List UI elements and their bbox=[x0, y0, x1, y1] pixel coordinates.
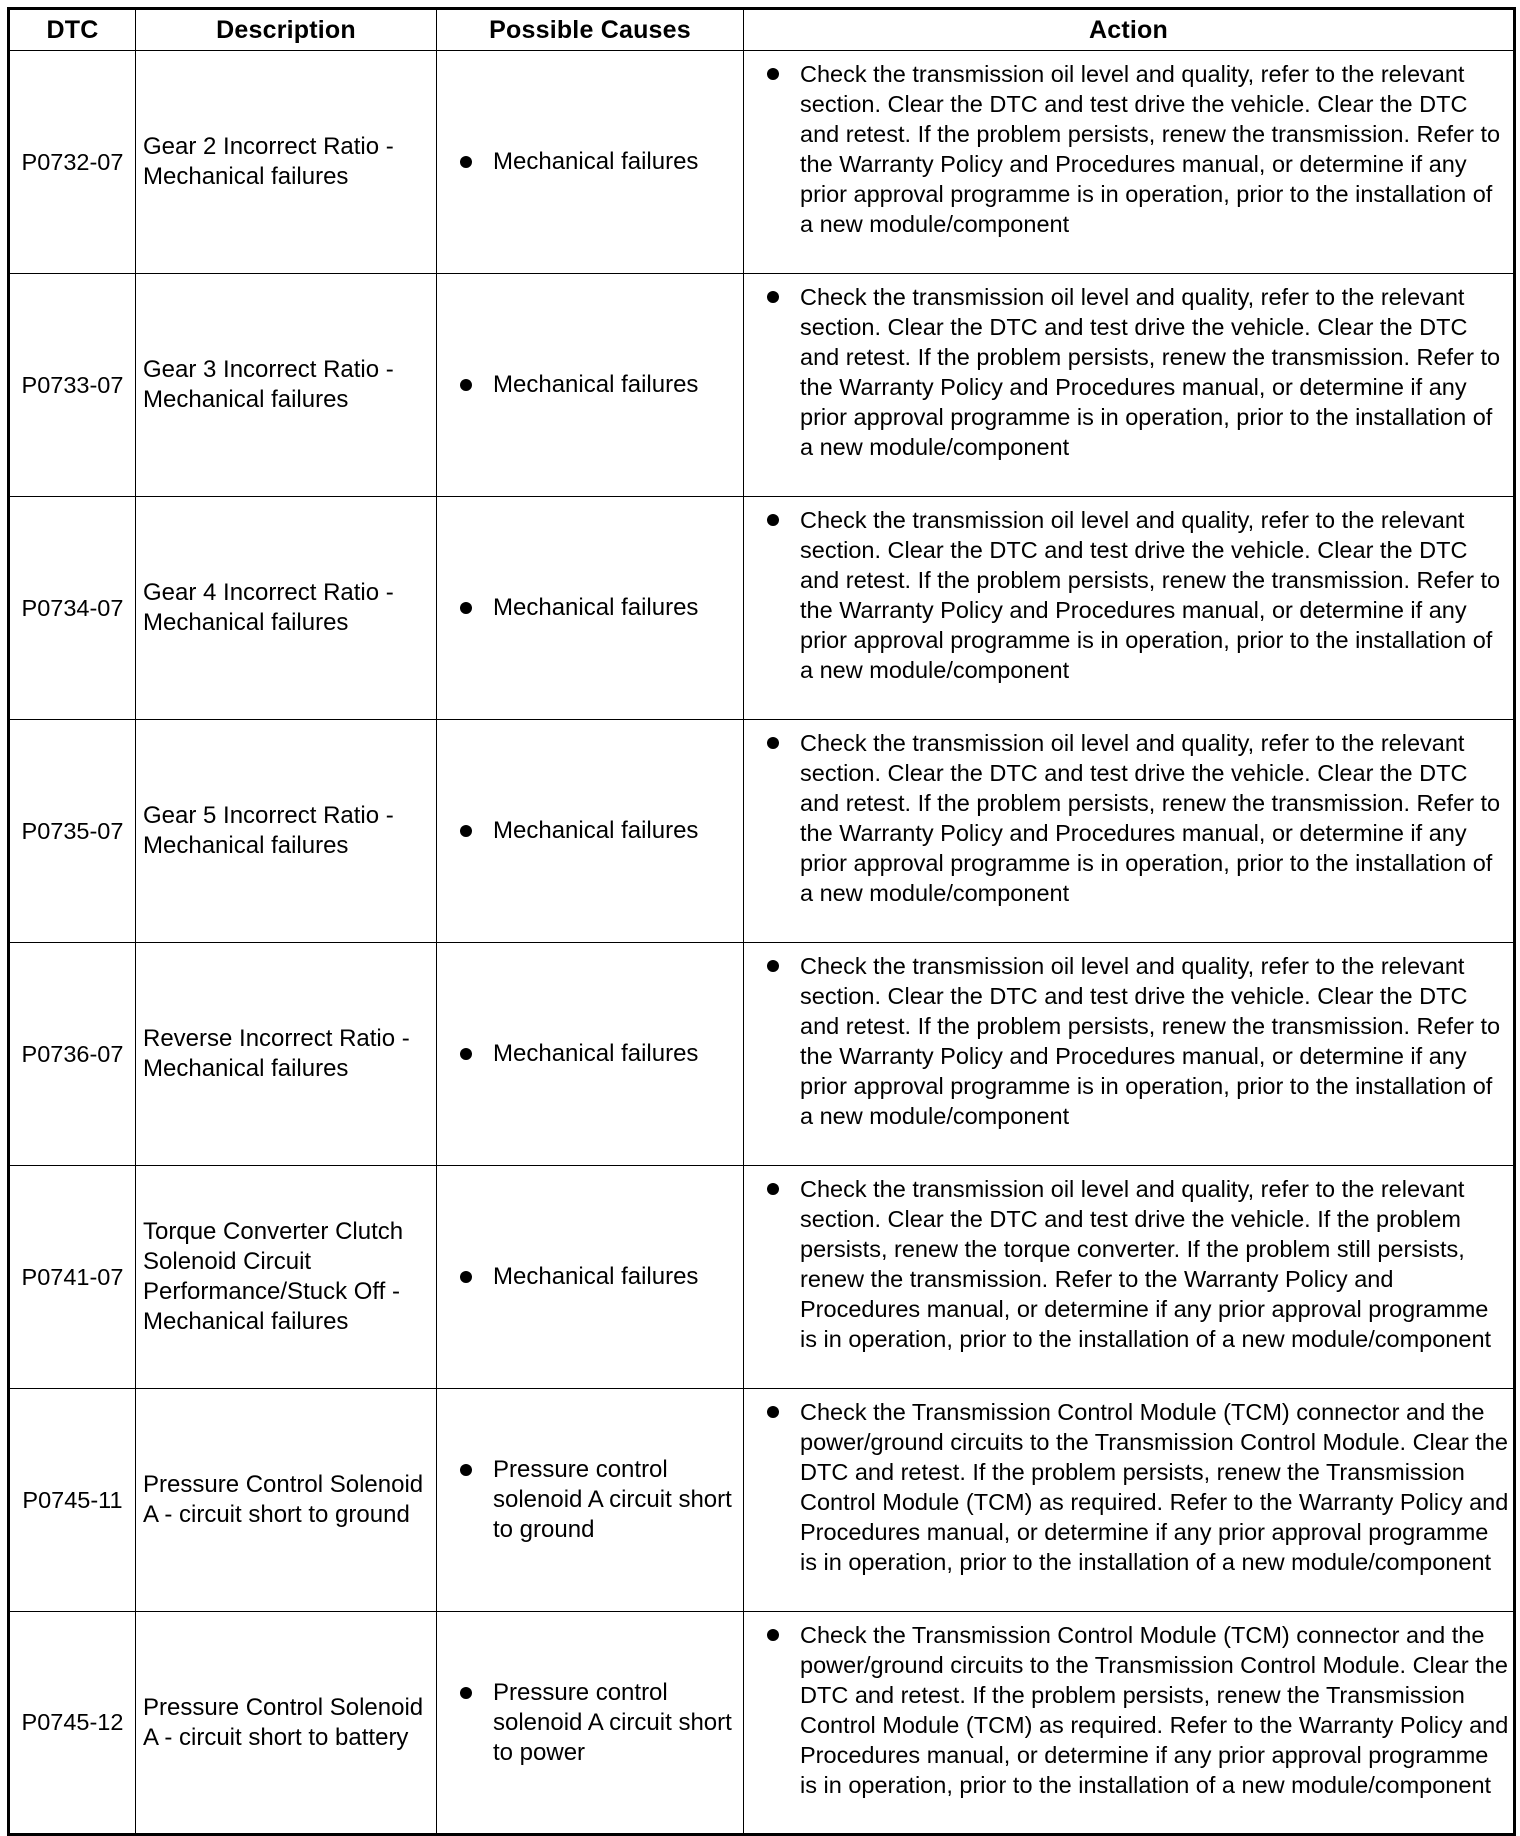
description-cell: Gear 3 Incorrect Ratio - Mechanical failures bbox=[136, 274, 437, 497]
dtc-code: P0745-12 bbox=[9, 1612, 136, 1835]
cause-item: Mechanical failures bbox=[459, 1039, 737, 1069]
action-cell bbox=[744, 1389, 1515, 1612]
action-cell bbox=[744, 720, 1515, 943]
action-cell bbox=[744, 274, 1515, 497]
action-item: Check the transmission oil level and quality, refer to the relevant section. Clear the DTC and test drive the vehicle. Clear the DTC and retest. If the problem persists, renew the transmission. Refer to the Warranty Policy and Procedures manual, or determine if any prior approval programme is in operation, prior to the installation of a new module/component bbox=[766, 505, 1511, 685]
action-item: Check the transmission oil level and quality, refer to the relevant section. Clear the DTC and test drive the vehicle. Clear the DTC and retest. If the problem persists, renew the transmission. Refer to the Warranty Policy and Procedures manual, or determine if any prior approval programme is in operation, prior to the installation of a new module/component bbox=[766, 59, 1511, 239]
dtc-code: P0734-07 bbox=[9, 497, 136, 720]
description-cell: Torque Converter Clutch Solenoid Circuit Performance/Stuck Off - Mechanical failures bbox=[136, 1166, 437, 1389]
description-cell: Reverse Incorrect Ratio - Mechanical failures bbox=[136, 943, 437, 1166]
description-cell: Gear 2 Incorrect Ratio - Mechanical failures bbox=[136, 51, 437, 274]
table-row bbox=[9, 497, 1515, 720]
action-item: Check the Transmission Control Module (TCM) connector and the power/ground circuits to the Transmission Control Module. Clear the DTC and retest. If the problem persists, renew the Transmission Control Module (TCM) as required. Refer to the Warranty Policy and Procedures manual, or determine if any prior approval programme is in operation, prior to the installation of a new module/component bbox=[766, 1397, 1511, 1577]
cause-item: Mechanical failures bbox=[459, 816, 737, 846]
cause-item: Mechanical failures bbox=[459, 147, 737, 177]
table-row bbox=[9, 943, 1515, 1166]
cause-item: Mechanical failures bbox=[459, 370, 737, 400]
dtc-code: P0735-07 bbox=[9, 720, 136, 943]
dtc-code: P0736-07 bbox=[9, 943, 136, 1166]
possible-causes-cell bbox=[437, 720, 744, 943]
possible-causes-cell bbox=[437, 943, 744, 1166]
dtc-code: P0732-07 bbox=[9, 51, 136, 274]
description-cell: Gear 5 Incorrect Ratio - Mechanical failures bbox=[136, 720, 437, 943]
action-item: Check the transmission oil level and quality, refer to the relevant section. Clear the DTC and test drive the vehicle. Clear the DTC and retest. If the problem persists, renew the transmission. Refer to the Warranty Policy and Procedures manual, or determine if any prior approval programme is in operation, prior to the installation of a new module/component bbox=[766, 951, 1511, 1131]
action-item: Check the transmission oil level and quality, refer to the relevant section. Clear the DTC and test drive the vehicle. Clear the DTC and retest. If the problem persists, renew the transmission. Refer to the Warranty Policy and Procedures manual, or determine if any prior approval programme is in operation, prior to the installation of a new module/component bbox=[766, 282, 1511, 462]
table-row bbox=[9, 1389, 1515, 1612]
action-cell bbox=[744, 1166, 1515, 1389]
dtc-code: P0733-07 bbox=[9, 274, 136, 497]
action-item: Check the transmission oil level and quality, refer to the relevant section. Clear the DTC and test drive the vehicle. If the problem persists, renew the torque converter. If the problem still persists, renew the transmission. Refer to the Warranty Policy and Procedures manual, or determine if any prior approval programme is in operation, prior to the installation of a new module/component bbox=[766, 1174, 1511, 1354]
cause-item: Mechanical failures bbox=[459, 593, 737, 623]
action-item: Check the Transmission Control Module (TCM) connector and the power/ground circuits to the Transmission Control Module. Clear the DTC and retest. If the problem persists, renew the Transmission Control Module (TCM) as required. Refer to the Warranty Policy and Procedures manual, or determine if any prior approval programme is in operation, prior to the installation of a new module/component bbox=[766, 1620, 1511, 1800]
header-action: Action bbox=[744, 9, 1515, 51]
possible-causes-cell bbox=[437, 1166, 744, 1389]
action-cell bbox=[744, 1612, 1515, 1835]
possible-causes-cell bbox=[437, 1612, 744, 1835]
cause-item: Pressure control solenoid A circuit short to power bbox=[459, 1678, 737, 1768]
action-cell bbox=[744, 51, 1515, 274]
header-dtc: DTC bbox=[9, 9, 136, 51]
header-description: Description bbox=[136, 9, 437, 51]
table-row bbox=[9, 51, 1515, 274]
description-cell: Gear 4 Incorrect Ratio - Mechanical failures bbox=[136, 497, 437, 720]
dtc-table bbox=[7, 7, 1516, 1836]
dtc-code: P0745-11 bbox=[9, 1389, 136, 1612]
action-item: Check the transmission oil level and quality, refer to the relevant section. Clear the DTC and test drive the vehicle. Clear the DTC and retest. If the problem persists, renew the transmission. Refer to the Warranty Policy and Procedures manual, or determine if any prior approval programme is in operation, prior to the installation of a new module/component bbox=[766, 728, 1511, 908]
description-cell: Pressure Control Solenoid A - circuit short to battery bbox=[136, 1612, 437, 1835]
header-possible-causes: Possible Causes bbox=[437, 9, 744, 51]
possible-causes-cell bbox=[437, 51, 744, 274]
table-row bbox=[9, 1612, 1515, 1835]
table-row bbox=[9, 1166, 1515, 1389]
table-row bbox=[9, 720, 1515, 943]
description-cell: Pressure Control Solenoid A - circuit short to ground bbox=[136, 1389, 437, 1612]
cause-item: Pressure control solenoid A circuit short to ground bbox=[459, 1455, 737, 1545]
possible-causes-cell bbox=[437, 274, 744, 497]
possible-causes-cell bbox=[437, 1389, 744, 1612]
action-cell bbox=[744, 497, 1515, 720]
cause-item: Mechanical failures bbox=[459, 1262, 737, 1292]
action-cell bbox=[744, 943, 1515, 1166]
header-row bbox=[9, 9, 1515, 51]
possible-causes-cell bbox=[437, 497, 744, 720]
table-row bbox=[9, 274, 1515, 497]
dtc-code: P0741-07 bbox=[9, 1166, 136, 1389]
